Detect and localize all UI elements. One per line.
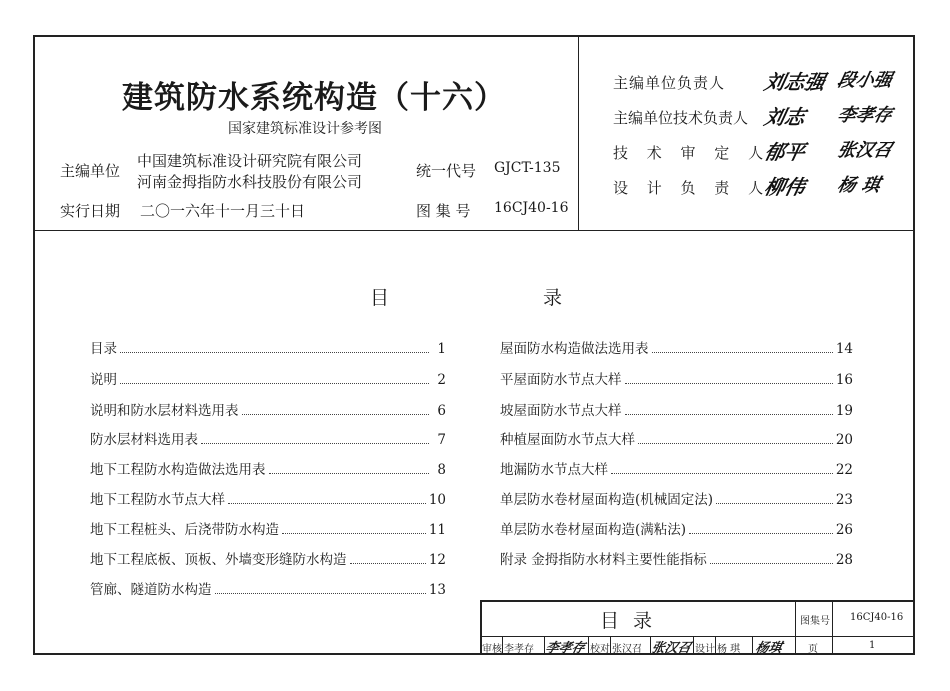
toc-leader xyxy=(228,503,426,504)
signature-chief-unit-1: 刘志强 xyxy=(762,70,828,94)
tb-check-label: 校对 xyxy=(590,644,610,655)
toc-entry[interactable] xyxy=(500,399,853,417)
tb-review-label: 审核 xyxy=(482,644,502,655)
date-label: 实行日期 xyxy=(60,202,121,220)
header-divider xyxy=(33,230,915,231)
tb-design-signature: 杨琪 xyxy=(753,641,784,656)
toc-leader xyxy=(120,352,429,353)
signature-tech-chief-2: 李孝存 xyxy=(835,105,894,126)
toc-entry-page: 23 xyxy=(835,492,853,508)
toc-entry-page: 7 xyxy=(437,432,446,448)
toc-entry-page: 2 xyxy=(437,372,446,388)
resp-label-tech-review: 技 术 审 定 人 xyxy=(613,144,771,162)
tb-page-value: 1 xyxy=(869,640,876,651)
tb-check-name: 张汉召 xyxy=(612,644,642,655)
tb-line xyxy=(588,636,589,655)
toc-entry[interactable] xyxy=(500,337,853,355)
signature-tech-review-2: 张汉召 xyxy=(835,140,894,161)
toc-entry-text: 目录 xyxy=(90,341,117,357)
toc-leader xyxy=(215,593,426,594)
toc-entry-text: 地漏防水节点大样 xyxy=(500,462,608,478)
toc-entry-page: 6 xyxy=(437,403,446,419)
code-value: GJCT-135 xyxy=(494,160,561,176)
signature-design-chief-1: 柳伟 xyxy=(762,175,808,199)
tb-atlas-label: 图集号 xyxy=(800,616,830,627)
tb-design-label: 设计 xyxy=(695,644,715,655)
toc-entry[interactable] xyxy=(90,399,446,417)
tb-line xyxy=(752,636,753,655)
toc-leader xyxy=(242,414,430,415)
toc-entry-page: 8 xyxy=(437,462,446,478)
toc-entry[interactable] xyxy=(90,518,446,536)
toc-entry-page: 1 xyxy=(437,341,446,357)
resp-label-design-chief: 设 计 负 责 人 xyxy=(613,179,771,197)
tb-line xyxy=(610,636,611,655)
toc-leader xyxy=(716,503,833,504)
toc-entry-text: 说明和防水层材料选用表 xyxy=(90,403,239,419)
toc-entry-page: 26 xyxy=(835,522,853,538)
toc-entry-text: 管廊、隧道防水构造 xyxy=(90,582,212,598)
tb-line xyxy=(693,636,694,655)
toc-entry-page: 20 xyxy=(835,432,853,448)
tb-line xyxy=(715,636,716,655)
signature-design-chief-2: 杨 琪 xyxy=(835,175,883,196)
sheet-title: 目 录 xyxy=(600,610,657,632)
toc-entry[interactable] xyxy=(500,548,853,566)
title-block xyxy=(480,600,915,655)
code-label: 统一代号 xyxy=(416,162,477,180)
toc-entry-text: 平屋面防水节点大样 xyxy=(500,372,622,388)
header-vertical-divider xyxy=(578,35,579,231)
toc-entry[interactable] xyxy=(90,548,446,566)
signature-chief-unit-2: 段小强 xyxy=(835,70,894,91)
toc-entry-page: 16 xyxy=(835,372,853,388)
tb-line xyxy=(832,600,833,655)
toc-entry[interactable] xyxy=(90,428,446,446)
resp-label-chief-unit: 主编单位负责人 xyxy=(613,74,726,92)
editor-label: 主编单位 xyxy=(60,162,121,180)
atlas-subtitle: 国家建筑标准设计参考图 xyxy=(228,121,382,137)
toc-entry-text: 防水层材料选用表 xyxy=(90,432,198,448)
toc-entry[interactable] xyxy=(90,458,446,476)
atlas-number-value: 16CJ40-16 xyxy=(494,200,569,216)
tb-check-signature: 张汉召 xyxy=(649,641,693,656)
toc-entry[interactable] xyxy=(500,368,853,386)
signature-tech-review-1: 郁平 xyxy=(762,140,808,164)
toc-entry-page: 19 xyxy=(835,403,853,419)
tb-review-signature: 李孝存 xyxy=(543,641,587,656)
toc-leader xyxy=(710,563,833,564)
toc-leader xyxy=(611,473,833,474)
toc-entry-page: 28 xyxy=(835,552,853,568)
toc-leader xyxy=(201,443,429,444)
toc-entry-page: 12 xyxy=(428,552,446,568)
atlas-title: 建筑防水系统构造（十六） xyxy=(122,80,506,116)
toc-entry-text: 地下工程桩头、后浇带防水构造 xyxy=(90,522,279,538)
toc-entry[interactable] xyxy=(90,578,446,596)
tb-design-name: 杨 琪 xyxy=(717,644,741,655)
toc-entry[interactable] xyxy=(500,488,853,506)
toc-title-right: 录 xyxy=(543,287,563,309)
tb-line xyxy=(795,600,796,655)
resp-label-tech-chief: 主编单位技术负责人 xyxy=(613,109,749,127)
toc-entry-text: 说明 xyxy=(90,372,117,388)
toc-leader xyxy=(638,443,833,444)
toc-entry-page: 11 xyxy=(428,522,446,538)
toc-entry-text: 单层防水卷材屋面构造(机械固定法) xyxy=(500,492,714,508)
tb-review-name: 李孝存 xyxy=(504,644,534,655)
toc-entry-text: 地下工程底板、顶板、外墙变形缝防水构造 xyxy=(90,552,347,568)
toc-entry-text: 坡屋面防水节点大样 xyxy=(500,403,622,419)
toc-leader xyxy=(269,473,430,474)
toc-entry-text: 屋面防水构造做法选用表 xyxy=(500,341,649,357)
tb-atlas-value: 16CJ40-16 xyxy=(850,612,904,623)
toc-entry[interactable] xyxy=(500,518,853,536)
toc-entry-text: 地下工程防水构造做法选用表 xyxy=(90,462,266,478)
toc-entry-text: 单层防水卷材屋面构造(满粘法) xyxy=(500,522,687,538)
toc-entry-page: 14 xyxy=(835,341,853,357)
editor-unit-1: 中国建筑标准设计研究院有限公司 xyxy=(137,152,363,170)
date-value: 二〇一六年十一月三十日 xyxy=(140,202,306,220)
toc-entry-text: 种植屋面防水节点大样 xyxy=(500,432,635,448)
toc-entry-text: 地下工程防水节点大样 xyxy=(90,492,225,508)
signature-tech-chief-1: 刘志 xyxy=(762,105,808,129)
toc-leader xyxy=(689,533,833,534)
toc-entry-page: 10 xyxy=(428,492,446,508)
toc-entry[interactable] xyxy=(500,458,853,476)
tb-line xyxy=(480,636,915,637)
editor-unit-2: 河南金拇指防水科技股份有限公司 xyxy=(137,173,363,191)
toc-entry-text: 附录 金拇指防水材料主要性能指标 xyxy=(500,552,707,568)
toc-title-left: 目 xyxy=(370,287,390,309)
tb-page-label: 页 xyxy=(808,644,818,655)
toc-leader xyxy=(625,383,833,384)
tb-line xyxy=(502,636,503,655)
toc-leader xyxy=(625,414,833,415)
toc-entry[interactable] xyxy=(500,428,853,446)
toc-leader xyxy=(120,383,429,384)
toc-entry[interactable] xyxy=(90,337,446,355)
toc-leader xyxy=(350,563,426,564)
toc-entry[interactable] xyxy=(90,368,446,386)
toc-entry[interactable] xyxy=(90,488,446,506)
tb-line xyxy=(480,600,915,602)
toc-leader xyxy=(652,352,833,353)
atlas-number-label: 图 集 号 xyxy=(416,202,471,220)
toc-entry-page: 13 xyxy=(428,582,446,598)
toc-entry-page: 22 xyxy=(835,462,853,478)
toc-leader xyxy=(282,533,426,534)
